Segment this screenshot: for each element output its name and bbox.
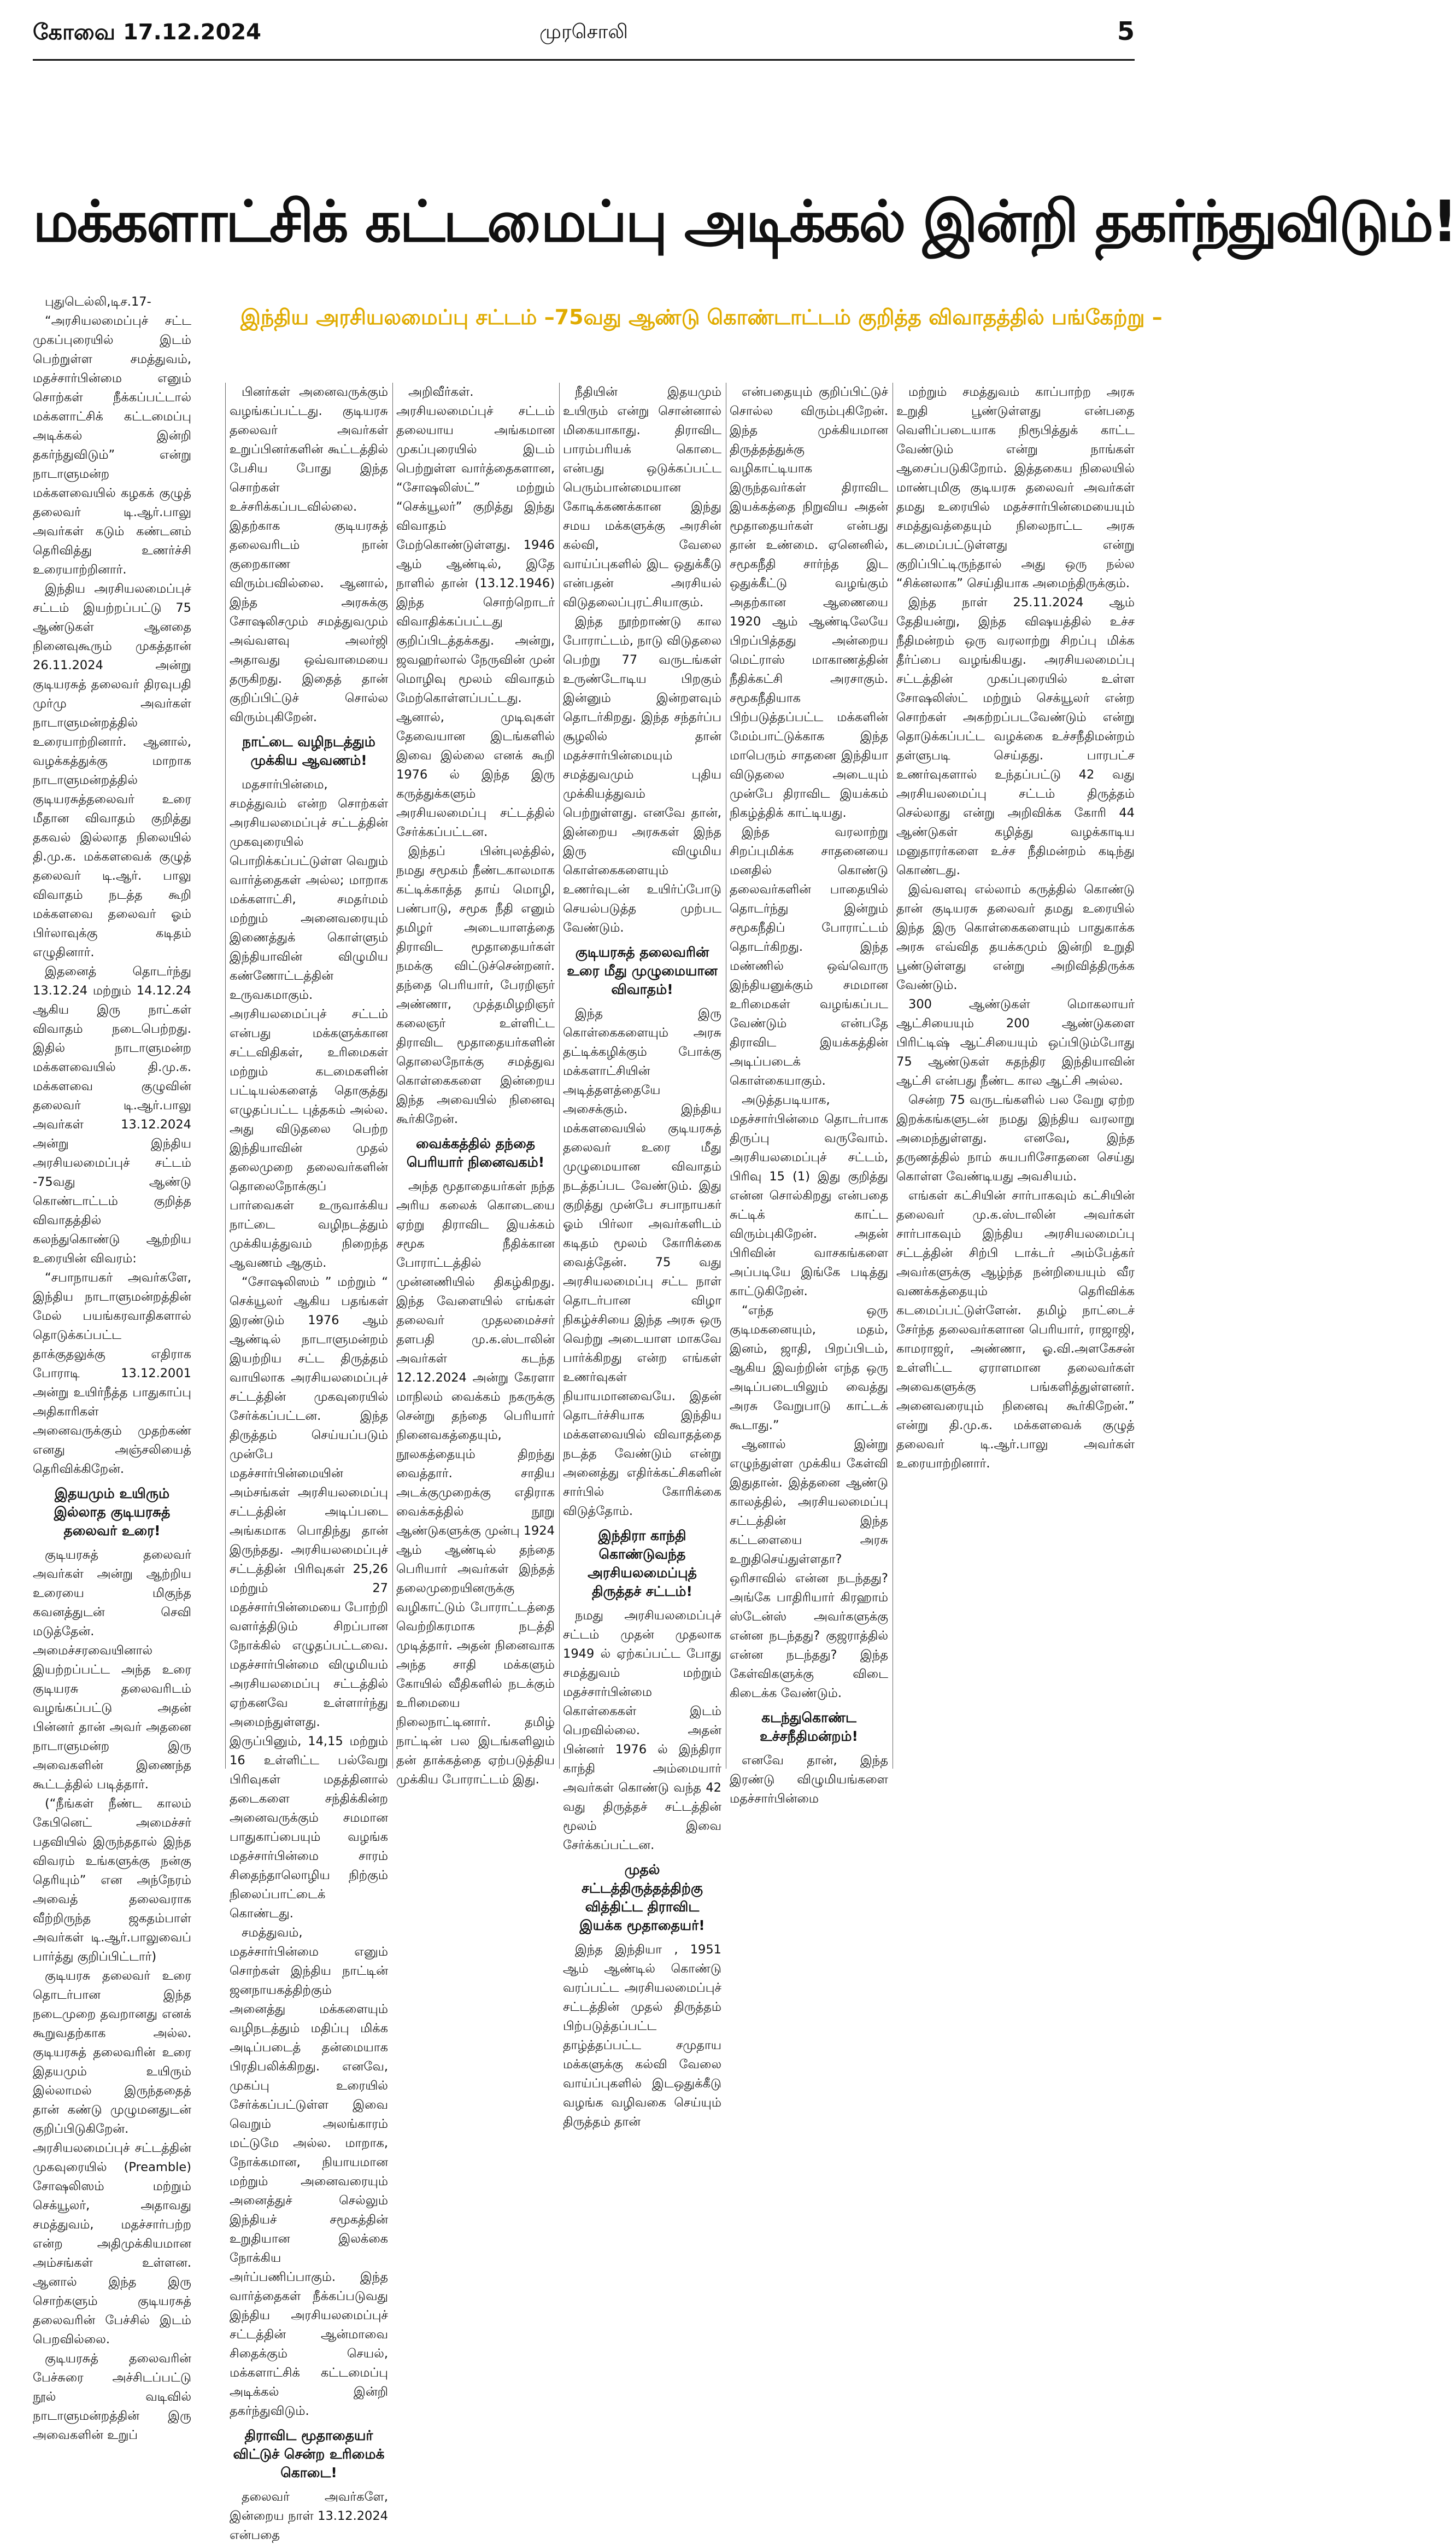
paragraph: ஆனால் இன்று எழுந்துள்ள முக்கிய கேள்வி இதுதான். இத்தனை ஆண்டு காலத்தில், அரசியலமைப்பு சட்டத்தின் இந்த கட்டளையை அரசு உறுதிசெய்துள்ளதா? ஒரிசாவில் என்ன நடந்தது? அங்கே பாதிரியார் கிரஹாம் ஸ்டேன்ஸ் அவர்களுக்கு என்ன நடந்தது? குஜராத்தில் என்ன நடந்தது? இந்த கேள்விகளுக்கு விடை கிடைக்க வேண்டும். [730, 1437, 888, 1700]
page-number: 5 [1117, 16, 1135, 46]
article-column-1 [33, 292, 191, 2442]
section-heading: குடியரசுத் தலைவரின் உரை மீது முழுமையான விவாதம்! [567, 944, 718, 997]
edition-date: கோவை 17.12.2024 [33, 20, 261, 45]
paragraph: “சோஷலிஸம் ” மற்றும் “ செக்யூலர் ஆகிய பதங்கள் இரண்டும் 1976 ஆம் ஆண்டில் நாடாளுமன்றம் இயற்றிய சட்ட திருத்தம் வாயிலாக அரசியலமைப்புச் சட்டத்தின் முகவுரையில் சேர்க்கப்பட்டன. இந்த திருத்தம் செய்யப்படும் முன்பே மதச்சார்பின்மையின் அம்சங்கள் அரசியலமைப்பு சட்டத்தின் அடிப்படை அங்கமாக பொதிந்து தான் இருந்தது. அரசியலமைப்புச் சட்டத்தின் பிரிவுகள் 25,26 மற்றும் 27 மதச்சார்பின்மையை போற்றி வளர்த்திடும் சிறப்பான நோக்கில் எழுதப்பட்டவை. மதச்சார்பின்மை விழுமியம் அரசியலமைப்பு சட்டத்தில் ஏற்கனவே உள்ளார்ந்து அமைந்துள்ளது. இருப்பினும், 14,15 மற்றும் 16 உள்ளிட்ட பல்வேறு பிரிவுகள் மதத்தினால் தடைகளை சந்திக்கின்ற அனைவருக்கும் சமமான பாதுகாப்பையும் வழங்க மதச்சார்பின்மை சாரம் சிதைந்தாலொழிய நிற்கும் நிலைப்பாட்டைக் கொண்டது. [230, 1275, 388, 1921]
paragraph: இந்த வரலாற்று சிறப்புமிக்க சாதனையை மனதில் கொண்டு தலைவர்களின் பாதையில் தொடர்ந்து இன்றும் சமூகநீதிப் போராட்டம் தொடர்கிறது. இந்த மண்ணில் ஒவ்வொரு இந்தியனுக்கும் சமமான உரிமைகள் வழங்கப்பட வேண்டும் என்பதே திராவிட இயக்கத்தின் அடிப்படைக் கொள்கையாகும். [730, 825, 888, 1088]
page-header [33, 0, 1135, 55]
paragraph: பினர்கள் அனைவருக்கும் வழங்கப்பட்டது. குடியரசு தலைவர் அவர்கள் உறுப்பினர்களின் கூட்டத்தில் பேசிய போது இந்த சொற்கள் உச்சரிக்கப்படவில்லை. இதற்காக குடியரசுத் தலைவரிடம் நான் குறைகாண விரும்பவில்லை. ஆனால், இந்த அரசுக்கு சோஷலிசமும் சமத்துவமும் அவ்வளவு அலர்ஜி அதாவது ஒவ்வாமையை தருகிறது. இதைத் தான் குறிப்பிட்டுச் சொல்ல விரும்புகிறேன். [230, 385, 388, 724]
main-headline: மக்களாட்சிக் கட்டமைப்பு அடிக்கல் இன்றி தகர்ந்துவிடும்! [33, 188, 1456, 255]
paragraph: எனவே தான், இந்த இரண்டு விழுமியங்களை மதச்சார்பின்மை [730, 1753, 888, 1806]
paragraph: தலைவர் அவர்களே, இன்றைய நாள் 13.12.2024 என்பதை [230, 2490, 388, 2542]
paragraph: குடியரசு தலைவர் உரை தொடர்பான இந்த நடைமுறை தவறானது எனக் கூறுவதற்காக அல்ல. குடியரசுத் தலைவரின் உரை இதயமும் உயிரும் இல்லாமல் இருந்ததைத் தான் கண்டு முழுமனதுடன் குறிப்பிடுகிறேன். அரசியலமைப்புச் சட்டத்தின் முகவுரையில் (Preamble) சோஷலிஸம் மற்றும் செக்யூலர், அதாவது சமத்துவம், மதச்சார்பற்ற என்ற அதிமுக்கியமான அம்சங்கள் உள்ளன. ஆனால் இந்த இரு சொற்களும் குடியரசுத் தலைவரின் பேச்சில் இடம் பெறவில்லை. [33, 1969, 191, 2347]
dateline: புதுடெல்லி,டிச.17- [45, 295, 151, 309]
article-column-3 [396, 383, 555, 1787]
article-column-2 [230, 383, 388, 2542]
paragraph: இந்த நூற்றாண்டு கால போராட்டம், நாடு விடுதலை பெற்று 77 வருடங்கள் உருண்டோடிய பிறகும் இன்னும் இன்றளவும் தொடர்கிறது. இந்த சந்தர்ப்ப சூழலில் தான் மதச்சார்பின்மையும் சமத்துவமும் புதிய முக்கியத்துவம் பெற்றுள்ளது. எனவே தான், இன்றைய அரசுகள் இந்த இரு விழுமிய கொள்கைகளையும் உணர்வுடன் உயிர்ப்போடு செயல்படுத்த முற்பட வேண்டும். [563, 615, 721, 935]
paragraph: “எந்த ஒரு குடிமகனையும், மதம், இனம், ஜாதி, பிறப்பிடம், ஆகிய இவற்றின் எந்த ஒரு அடிப்படையிலும் வைத்து அரசு வேறுபாடு காட்டக் கூடாது.” [730, 1303, 888, 1432]
column-divider [225, 383, 226, 1769]
paragraph: “சபாநாயகர் அவர்களே, இந்திய நாடாளுமன்றத்தின் மேல் பயங்கரவாதிகளால் தொடுக்கப்பட்ட தாக்குதலுக்கு எதிராக போராடி 13.12.2001 அன்று உயிர்நீத்த பாதுகாப்பு அதிகாரிகள் அனைவருக்கும் முதற்கண் எனது அஞ்சலியைத் தெரிவிக்கிறேன். [33, 1271, 191, 1476]
paragraph: “அரசியலமைப்புச் சட்ட முகப்புரையில் இடம் பெற்றுள்ள சமத்துவம், மதச்சார்பின்மை எனும் சொற்கள் நீக்கப்பட்டால் மக்களாட்சிக் கட்டமைப்பு அடிக்கல் இன்றி தகர்ந்துவிடும்” என்று நாடாளுமன்ற மக்களவையில் கழகக் குழுத் தலைவர் டி.ஆர்.பாலு அவர்கள் கடும் கண்டனம் தெரிவித்து உணர்ச்சி உரையாற்றினார். [33, 314, 191, 577]
section-heading: வைக்கத்தில் தந்தை பெரியார் நினைவகம்! [406, 1136, 545, 1170]
paragraph: அறிவீர்கள். அரசியலமைப்புச் சட்டம் தலையாய அங்கமான முகப்புரையில் இடம் பெற்றுள்ள வார்த்தைகளான, “சோஷலிஸ்ட்” மற்றும் “செக்யூலர்” குறித்து இந்து விவாதம் மேற்கொண்டுள்ளது. 1946 ஆம் ஆண்டில், இதே நாளில் தான் (13.12.1946) இந்த சொற்றொடர் விவாதிக்கப்பட்டது குறிப்பிடத்தக்கது. அன்று, ஜவஹர்லால் நேருவின் முன் மொழிவு மூலம் விவாதம் மேற்கொள்ளப்பட்டது. ஆனால், முடிவுகள் தேவையான இடங்களில் இவை இல்லை எனக் கூறி 1976 ல் இந்த இரு கருத்துக்களும் அரசியலமைப்பு சட்டத்தில் சேர்க்கப்பட்டன. [396, 385, 555, 839]
paragraph: குடியரசுத் தலைவர் அவர்கள் அன்று ஆற்றிய உரையை மிகுந்த கவனத்துடன் செவி மடுத்தேன். அமைச்சரவையினால் இயற்றப்பட்ட அந்த உரை குடியரசு தலைவரிடம் வழங்கப்பட்டு அதன் பின்னர் தான் அவர் அதனை நாடாளுமன்ற இரு அவைகளின் இணைந்த கூட்டத்தில் படித்தார். [33, 1548, 191, 1792]
paragraph: மதசார்பின்மை, சமத்துவம் என்ற சொற்கள் அரசியலமைப்புச் சட்டத்தின் முகவுரையில் பொறிக்கப்பட்டுள்ள வெறும் வார்த்தைகள் அல்ல; மாறாக மக்களாட்சி, சமதர்மம் மற்றும் அனைவரையும் இணைத்துக் கொள்ளும் இந்தியாவின் விழுமிய கண்ணோட்டத்தின் உருவகமாகும். அரசியலமைப்புச் சட்டம் என்பது மக்களுக்கான சட்டவிதிகள், உரிமைகள் மற்றும் கடமைகளின் பட்டியல்களைத் தொகுத்து எழுதப்பட்ட புத்தகம் அல்ல. அது விடுதலை பெற்ற இந்தியாவின் முதல் தலைமுறை தலைவர்களின் தொலைநோக்குப் பார்வைகள் உருவாக்கிய நாட்டை வழிநடத்தும் முக்கியத்துவம் நிறைந்த ஆவணம் ஆகும். [230, 777, 388, 1270]
paragraph: அந்த மூதாதையர்கள் நந்த அரிய கலைக் கொடையை ஏற்று திராவிட இயக்கம் சமூக நீதிக்கான போராட்டத்தில் முன்னணியில் திகழ்கிறது. இந்த வேளையில் எங்கள் தலைவர் முதலமைச்சர் தளபதி மு.க.ஸ்டாலின் அவர்கள் கடந்த 12.12.2024 அன்று கேரளா மாநிலம் வைக்கம் நகருக்கு சென்று தந்தை பெரியார் நினைவகத்தையும், நூலகத்தையும் திறந்து வைத்தார். சாதிய அடக்குமுறைக்கு எதிராக வைக்கத்தில் நூறு ஆண்டுகளுக்கு முன்பு 1924 ஆம் ஆண்டில் தந்தை பெரியார் அவர்கள் இந்தத் தலைமுறையினருக்கு வழிகாட்டும் போராட்டத்தை வெற்றிகரமாக நடத்தி முடித்தார். அதன் நினைவாக அந்த சாதி மக்களும் கோயில் வீதிகளில் நடக்கும் உரிமையை நிலைநாட்டினார். தமிழ் நாட்டின் பல இடங்களிலும் தன் தாக்கத்தை ஏற்படுத்திய முக்கிய போராட்டம் இது. [396, 1179, 555, 1787]
section-heading: இதயமும் உயிரும் இல்லாத குடியரசுத் தலைவர் உரை! [54, 1485, 171, 1538]
paragraph: 300 ஆண்டுகள் மொகலாயர் ஆட்சியையும் 200 ஆண்டுகளை பிரிட்டிஷ் ஆட்சியையும் ஒப்பிடும்போது 75 ஆண்டுகள் சுதந்திர இந்தியாவின் ஆட்சி என்பது நீண்ட கால ஆட்சி அல்ல. [896, 997, 1135, 1088]
paragraph: சென்ற 75 வருடங்களில் பல வேறு ஏற்ற இறக்கங்களுடன் நமது இந்திய வரலாறு அமைந்துள்ளது. எனவே, இந்த தருணத்தில் நாம் சுயபரிசோதனை செய்து கொள்ள வேண்டியது அவசியம். [896, 1093, 1135, 1184]
paragraph: அடுத்தபடியாக, மதச்சார்பின்மை தொடர்பாக திருப்பு வருவோம். அரசியலமைப்புச் சட்டம், பிரிவு 15 (1) இது குறித்து என்ன சொல்கிறது என்பதை சுட்டிக் காட்ட விரும்புகிறேன். அதன் பிரிவின் வாசகங்களை அப்படியே இங்கே படித்து காட்டுகிறேன். [730, 1093, 888, 1298]
paragraph: இவ்வளவு எல்லாம் கருத்தில் கொண்டு தான் குடியரசு தலைவர் தமது உரையில் இந்த இரு கொள்கைகளையும் பாதுகாக்க அரசு எவ்வித தயக்கமும் இன்றி உறுதி பூண்டுள்ளது என்று அறிவித்திருக்க வேண்டும். [896, 882, 1135, 992]
paragraph: நமது அரசியலமைப்புச் சட்டம் முதன் முதலாக 1949 ல் ஏற்கப்பட்ட போது சமத்துவம் மற்றும் மதச்சார்பின்மை கொள்கைகள் இடம் பெறவில்லை. அதன் பின்னர் 1976 ல் இந்திரா காந்தி அம்மையார் அவர்கள் கொண்டு வந்த 42 வது திருத்தச் சட்டத்தின் மூலம் இவை சேர்க்கப்பட்டன. [563, 1608, 721, 1852]
section-heading: இந்திரா காந்தி கொண்டுவந்த அரசியலமைப்புத் திருத்தச் சட்டம்! [588, 1528, 697, 1599]
column-divider [392, 383, 393, 1769]
paragraph: இந்திய அரசியலமைப்புச் சட்டம் இயற்றப்பட்டு 75 ஆண்டுகள் ஆனதை நினைவுகூரும் முகத்தான் 26.11.2024 அன்று குடியரசுத் தலைவர் திரவுபதி முர்மு அவர்கள் நாடாளுமன்றத்தில் உரையாற்றினார். ஆனால், வழக்கத்துக்கு மாறாக நாடாளுமன்றத்தில் குடியரசுத்தலைவர் உரை மீதான விவாதம் குறித்து தகவல் இல்லாத நிலையில் தி.மு.க. மக்களவைக் குழுத் தலைவர் டி.ஆர். பாலு விவாதம் நடத்த கூறி மக்களவை தலைவர் ஓம் பிர்லாவுக்கு கடிதம் எழுதினார். [33, 582, 191, 960]
paragraph: (“நீங்கள் நீண்ட காலம் கேபினெட் அமைச்சர் பதவியில் இருந்ததால் இந்த விவரம் உங்களுக்கு நன்கு தெரியும்” என அந்நேரம் அவைத் தலைவராக வீற்றிருந்த ஜகதம்பாள் அவர்கள் டி.ஆர்.பாலுவைப் பார்த்து குறிப்பிட்டார்) [33, 1797, 191, 1964]
section-heading: முதல் சட்டத்திருத்தத்திற்கு வித்திட்ட திராவிட இயக்க மூதாதையர்! [579, 1862, 705, 1933]
paragraph: சமத்துவம், மதச்சார்பின்மை எனும் சொற்கள் இந்திய நாட்டின் ஜனநாயகத்திற்கும் அனைத்து மக்களையும் வழிநடத்தும் மதிப்பு மிக்க அடிப்படைத் தன்மையாக பிரதிபலிக்கிறது. எனவே, முகப்பு உரையில் சேர்க்கப்பட்டுள்ள இவை வெறும் அலங்காரம் மட்டுமே அல்ல. மாறாக, நோக்கமான, நியாயமான மற்றும் அனைவரையும் அனைத்துச் செல்லும் இந்தியச் சமூகத்தின் உறுதியான இலக்கை நோக்கிய அர்ப்பணிப்பாகும். இந்த வார்த்தைகள் நீக்கப்படுவது இந்திய அரசியலமைப்புச் சட்டத்தின் ஆன்மாவை சிதைக்கும் செயல், மக்களாட்சிக் கட்டமைப்பு அடிக்கல் இன்றி தகர்ந்துவிடும். [230, 1926, 388, 2418]
section-heading: திராவிட மூதாதையர் விட்டுச் சென்ற உரிமைக் கொடை! [233, 2427, 385, 2480]
paragraph: இந்த இந்தியா , 1951 ஆம் ஆண்டில் கொண்டு வரப்பட்ட அரசியலமைப்புச் சட்டத்தின் முதல் திருத்தம் பிற்படுத்தப்பட்ட தாழ்த்தப்பட்ட சமுதாய மக்களுக்கு கல்வி வேலை வாய்ப்புகளில் இடஒதுக்கீடு வழங்க வழிவகை செய்யும் திருத்தம் தான் [563, 1943, 721, 2129]
paragraph: இந்தப் பின்புலத்தில், நமது சமூகம் நீண்டகாலமாக கட்டிக்காத்த தாய் மொழி, பண்பாடு, சமூக நீதி எனும் தமிழர் அடையாளத்தை திராவிட மூதாதையர்கள் நமக்கு விட்டுச்சென்றனர். தந்தை பெரியார், பேரறிஞர் அண்ணா, முத்தமிழறிஞர் கலைஞர் உள்ளிட்ட திராவிட மூதாதையர்களின் தொலைநோக்கு சமத்துவ கொள்கைகளை இன்றைய இந்த அவையில் நினைவு கூர்கிறேன். [396, 844, 555, 1126]
paragraph: எங்கள் கட்சியின் சார்பாகவும் கட்சியின் தலைவர் மு.க.ஸ்டாலின் அவர்கள் சார்பாகவும் இந்திய அரசியலமைப்பு சட்டத்தின் சிற்பி டாக்டர் அம்பேத்கர் அவர்களுக்கு ஆழ்ந்த நன்றியையும் வீர வணக்கத்தையும் தெரிவிக்க கடமைப்பட்டுள்ளேன். தமிழ் நாட்டைச் சேர்ந்த தலைவர்களான பெரியார், ராஜாஜி, காமராஜர், அண்ணா, ஓ.வி.அளகேசன் உள்ளிட்ட ஏராளமான தலைவர்கள் அவைகளுக்கு பங்களித்துள்ளனர். அனைவரையும் நினைவு கூர்கிறேன்.” என்று தி.மு.க. மக்களவைக் குழுத் தலைவர் டி.ஆர்.பாலு அவர்கள் உரையாற்றினார். [896, 1189, 1135, 1471]
header-rule [33, 59, 1135, 61]
paragraph: இந்த இரு கொள்கைகளையும் அரசு தட்டிக்கழிக்கும் போக்கு மக்களாட்சியின் அடித்தளத்தையே அசைக்கும். இந்திய மக்களவையில் குடியரசுத் தலைவர் உரை மீது முழுமையான விவாதம் நடத்தப்பட வேண்டும். இது குறித்து முன்பே சபாநாயகர் ஓம் பிர்லா அவர்களிடம் கடிதம் மூலம் கோரிக்கை வைத்தேன். 75 வது அரசியலமைப்பு சட்ட நாள் தொடர்பான விழா நிகழ்ச்சியை இந்த அரசு ஒரு வெற்று அடையாள மாகவே பார்க்கிறது என்ற எங்கள் உணர்வுகள் நியாயமானவையே. இதன் தொடர்ச்சியாக இந்திய மக்களவையில் விவாதத்தை நடத்த வேண்டும் என்று அனைத்து எதிர்க்கட்சிகளின் சார்பில் கோரிக்கை விடுத்தோம். [563, 1007, 721, 1518]
paragraph: குடியரசுத் தலைவரின் பேச்சுரை அச்சிடப்பட்டு நூல் வடிவில் நாடாளுமன்றத்தின் இரு அவைகளின் உறுப் [33, 2351, 191, 2442]
section-heading: நாட்டை வழிநடத்தும் முக்கிய ஆவணம்! [242, 734, 375, 768]
section-heading: கடந்துகொண்ட உச்சநீதிமன்றம்! [760, 1710, 858, 1744]
paragraph: மற்றும் சமத்துவம் காப்பாற்ற அரசு உறுதி பூண்டுள்ளது என்பதை வெளிப்படையாக நிரூபித்துக் காட்ட வேண்டும் என்று நாங்கள் ஆசைப்படுகிறோம். இத்தகைய நிலையில் மாண்புமிகு குடியரசு தலைவர் அவர்கள் தமது உரையில் மதச்சார்பின்மையையும் சமத்துவத்தையும் நிலைநாட்ட அரசு கடமைப்பட்டுள்ளது என்று குறிப்பிட்டிருந்தால் அது ஒரு நல்ல “சிக்னலாக” செய்தியாக அமைந்திருக்கும். [896, 385, 1135, 590]
paragraph: நீதியின் இதயமும் உயிரும் என்று சொன்னால் மிகையாகாது. திராவிட பாரம்பரியக் கொடை என்பது ஒடுக்கப்பட்ட பெரும்பான்மையான கோடிக்கணக்கான இந்து சமய மக்களுக்கு அரசின் கல்வி, வேலை வாய்ப்புகளில் இட ஒதுக்கீடு என்பதன் அரசியல் விடுதலைப்புரட்சியாகும். [563, 385, 721, 610]
paragraph: இதனைத் தொடர்ந்து 13.12.24 மற்றும் 14.12.24 ஆகிய இரு நாட்கள் விவாதம் நடைபெற்றது. இதில் நாடாளுமன்ற மக்களவையில் தி.மு.க. மக்களவை குழுவின் தலைவர் டி.ஆர்.பாலு அவர்கள் 13.12.2024 அன்று இந்திய அரசியலமைப்புச் சட்டம் -75வது ஆண்டு கொண்டாட்டம் குறித்த விவாதத்தில் கலந்துகொண்டு ஆற்றிய உரையின் விவரம்: [33, 964, 191, 1266]
article-column-4 [563, 383, 721, 2129]
article-column-5 [730, 383, 888, 1806]
article-column-6 [896, 383, 1135, 1769]
column-divider [559, 383, 560, 1769]
sub-headline: இந்திய அரசியலமைப்பு சட்டம் –75வது ஆண்டு கொண்டாட்டம் குறித்த விவாதத்தில் பங்கேற்று – [240, 305, 1163, 329]
paragraph: இந்த நாள் 25.11.2024 ஆம் தேதியன்று, இந்த விஷயத்தில் உச்ச நீதிமன்றம் ஒரு வரலாற்று சிறப்பு மிக்க தீர்ப்பை வழங்கியது. அரசியலமைப்பு சட்டத்தின் முகப்புரையில் உள்ள சோஷலிஸ்ட் மற்றும் செக்யூலர் என்ற சொற்கள் அகற்றப்படவேண்டும் என்று தொடுக்கப்பட்ட வழக்கை உச்சநீதிமன்றம் தள்ளுபடி செய்தது. பாரபட்ச உணர்வுகளால் உந்தப்பட்டு 42 வது அரசியலமைப்பு சட்டம் திருத்தம் செல்லாது என்று அறிவிக்க கோரி 44 ஆண்டுகள் கழித்து வழக்காடிய மனுதாரர்களை உச்ச நீதிமன்றம் கடிந்து கொண்டது. [896, 595, 1135, 877]
paragraph: என்பதையும் குறிப்பிட்டுச் சொல்ல விரும்புகிறேன். இந்த முக்கியமான திருத்தத்துக்கு வழிகாட்டியாக இருந்தவர்கள் திராவிட இயக்கத்தை நிறுவிய அதன் மூதாதையர்கள் என்பது தான் உண்மை. ஏனெனில், சமூகநீதி சார்ந்த இட ஒதுக்கீட்டு வழங்கும் அதற்கான ஆணையை 1920 ஆம் ஆண்டிலேயே பிறப்பித்தது அன்றைய மெட்ராஸ் மாகாணத்தின் நீதிக்கட்சி அரசாகும். சமூகநீதியாக பிற்படுத்தப்பட்ட மக்களின் மேம்பாட்டுக்காக இந்த மாபெரும் சாதனை இந்தியா விடுதலை அடையும் முன்பே திராவிட இயக்கம் நிகழ்த்திக் காட்டியது. [730, 385, 888, 820]
newspaper-name: முரசொலி [539, 21, 628, 43]
